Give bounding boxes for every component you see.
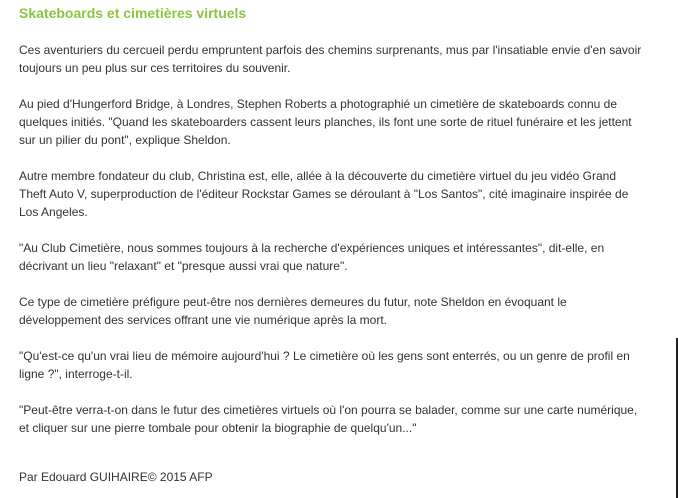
article-paragraph: Au pied d'Hungerford Bridge, à Londres, Stephen Roberts a photographié un cimetière de skateboards connu de quelques initiés. "Quand les skateboarders cassent leurs planches, ils font une sorte de rituel funéraire et les jettent sur un pilier du pont", explique Sheldon. [19,97,632,147]
article [19,4,644,455]
article-paragraph: "Au Club Cimetière, nous sommes toujours à la recherche d'expériences uniques et intéressantes", dit-elle, en décrivant un lieu "relaxant" et "presque aussi vrai que nature". [19,241,605,273]
article-paragraph: "Qu'est-ce qu'un vrai lieu de mémoire aujourd'hui ? Le cimetière où les gens sont enterrés, ou un genre de profil en ligne ?", interroge-t-il. [19,349,630,381]
article-byline: Par Edouard GUIHAIRE© 2015 AFP [19,470,213,484]
article-paragraph: Ce type de cimetière préfigure peut-être nos dernières demeures du futur, note Sheldon en évoquant le développement des services offrant une vie numérique après la mort. [19,295,567,327]
article-paragraph: "Peut-être verra-t-on dans le futur des cimetières virtuels où l'on pourra se balader, comme sur une carte numérique, et cliquer sur une pierre tombale pour obtenir la biographie de quelqu'un..." [19,403,638,435]
article-paragraph: Ces aventuriers du cercueil perdu empruntent parfois des chemins surprenants, mus par l'insatiable envie d'en savoir toujours un peu plus sur ces territoires du souvenir. [19,43,642,75]
article-paragraph: Autre membre fondateur du club, Christina est, elle, allée à la découverte du cimetière virtuel du jeu vidéo Grand Theft Auto V, superproduction de l'éditeur Rockstar Games se déroulant à "Los Santos", cité imaginaire inspirée de Los Angeles. [19,169,629,219]
article-title: Skateboards et cimetières virtuels [19,5,247,21]
